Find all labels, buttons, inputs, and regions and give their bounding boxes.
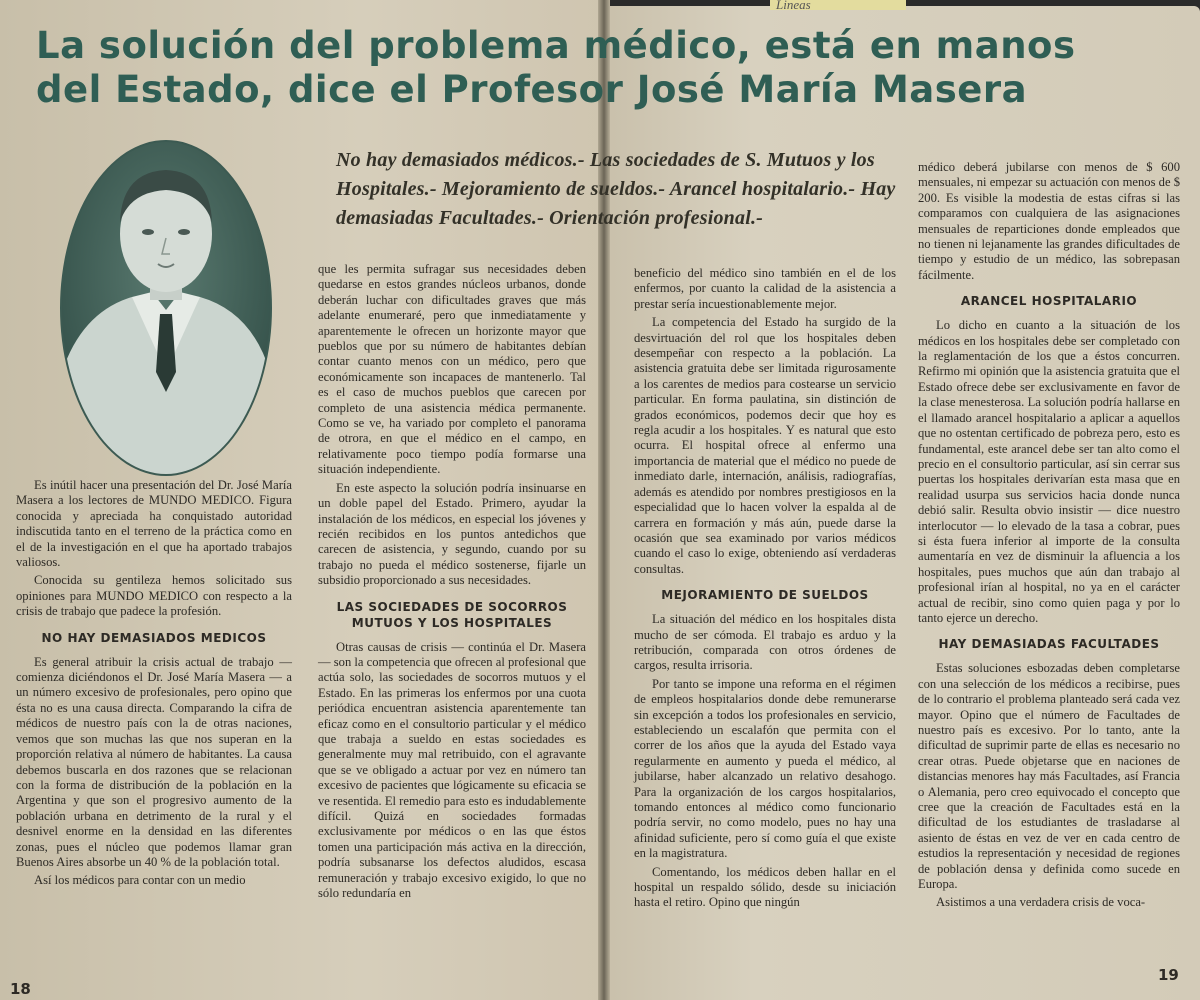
portrait-photo <box>60 140 272 476</box>
headline-line-1: La solución del problema médico, está en manos <box>36 24 1076 67</box>
body-paragraph: Comentando, los médicos deben hallar en el hospital un respaldo sólido, desde su iniciación hasta el retiro. Opino que ningún <box>634 864 896 910</box>
page-number-left: 18 <box>10 980 31 998</box>
intro-paragraph-2: Conocida su gentileza hemos solicitado sus opiniones para MUNDO MEDICO con respecto a la crisis de trabajo que padece la profesión. <box>16 573 292 619</box>
body-paragraph: Es general atribuir la crisis actual de trabajo — comienza diciéndonos el Dr. José María Masera — a un número excesivo de profesionales, pero opino que ésta no es una causa directa. Comparando la cifra de médicos de nuestro país con la de otras naciones, vemos que son muchas las que nos superan en la proporción relativa al número de habitantes. La causa debemos buscarla en dos razones que se relacionan con la forma de distribución de la población en la Argentina y que son el progresivo aumento de la población urbana en detrimento de la rural y el desnivel enorme en la densidad en las diferentes zonas, pues el núcleo que podemos llamar gran Buenos Aires absorbe un 40 % de la población total. <box>16 654 292 869</box>
headline <box>36 24 1186 112</box>
body-paragraph: La situación del médico en los hospitales dista mucho de ser cómoda. El trabajo es arduo y la retribución, comparada con otros órdenes de cargos, resulta irrisoria. <box>634 612 896 673</box>
body-paragraph: médico deberá jubilarse con menos de $ 600 mensuales, ni empezar su actuación con menos de $ 200. Es visible la modestia de estas cifras si las comparamos con cualquiera de las asignaciones mensuales de reparticiones donde empleados que no tienen ni lejanamente las grandes dificultades de tiempo y estudio de un médico, las sobrepasan fácilmente. <box>918 160 1180 282</box>
column-1 <box>16 478 292 889</box>
body-paragraph: Estas soluciones esbozadas deben completarse con una selección de los médicos a recibirse, pues de lo contrario el problema planteado será cada vez mayor. Opino que el número de Facultades de nuestro país es excesivo. Por lo tanto, ante la dificultad de suprimir parte de ellas es necesario no crear otras. Puede objetarse que en naciones de distancias menores hay más Facultades, así Francia o Alemania, pero creo equivocado el concepto que cree que la creación de Facultades está en la dificultad de los estudiantes de trasladarse al asiento de éstas en vez de ver en cada centro de estudios la representación y necesidad de regiones de población densa y definida como sucede en Europa. <box>918 661 1180 892</box>
section-heading: NO HAY DEMASIADOS MEDICOS <box>41 630 267 645</box>
body-paragraph: La competencia del Estado ha surgido de la desvirtuación del rol que los hospitales deben desempeñar con respecto a la población. La asistencia gratuita debe ser limitada rigurosamente a los carentes de medios para costearse un servicio particular. En forma paulatina, sin distinción de grados económicos, podemos decir que hoy es regla acudir a los hospitales. Y es natural que esto ocurra. El hospital ofrece al enfermo una importancia de material que el médico no puede de inmediato darle, internación, análisis, radiografías, además es atendido por nombres prestigiosos en la especialidad que lo hacen volver la espalda al de carrera en formación y más aún, puede darse la ocasión que sea examinado por varios médicos cuando el caso lo exige, obteniendo así verdaderas consultas. <box>634 315 896 576</box>
subheadline: No hay demasiados médicos.- Las sociedades de S. Mutuos y los Hospitales.- Mejoramiento de sueldos.- Arancel hospitalario.- Hay demasiadas Facultades.- Orientación profesional.- <box>336 149 896 229</box>
body-paragraph: En este aspecto la solución podría insinuarse en un doble papel del Estado. Primero, ayudar la instalación de los médicos, en especial los jóvenes y recién recibidos en los puntos antedichos que carecen de asistencia, y segundo, cuando por su trabajo no pueda el médico sostenerse, fijarle un subsidio proporcionado a sus necesidades. <box>318 480 586 588</box>
column-3 <box>634 266 896 911</box>
handwritten-tag: Lineas <box>770 0 906 10</box>
body-paragraph: beneficio del médico sino también en el de los enfermos, por cuanto la calidad de la asistencia a prestar sería incuestionablemente mejor. <box>634 266 896 311</box>
body-paragraph: que les permita sufragar sus necesidades deben quedarse en estos grandes núcleos urbanos, donde deberán luchar con dificultades graves que más adelante enumeraré, pero que inmediatamente y aparentemente le ofrecen un horizonte mayor que pueblos que por su número de habitantes debían contar cuanto menos con un médico, pero que económicamente son incapaces de mantenerlo. Tal es el caso de muchos pueblos que carecen por completo de una asistencia médica permanente. Como se ve, ha variado por completo el panorama de otrora, en que el médico en el campo, en relativamente poco tiempo podía formarse una situación independiente. <box>318 262 586 477</box>
section-heading: MEJORAMIENTO DE SUELDOS <box>661 588 869 603</box>
section-heading: ARANCEL HOSPITALARIO <box>960 294 1138 309</box>
section-heading: LAS SOCIEDADES DE SOCORROS MUTUOS Y LOS HOSPITALES <box>336 599 568 630</box>
body-paragraph: Por tanto se impone una reforma en el régimen de empleos hospitalarios donde debe remunerarse sin excepción a todos los profesionales en servicio, estableciendo un escalafón que permita con el correr de los años que la ayuda del Estado vaya regularmente en aumento y pueda el médico, al jubilarse, haber alcanzado un relativo desahogo. Para la organización de los cargos hospitalarios, tomando entonces al médico como funcionario podría servir, no como modelo, pues no hay una afinidad suficiente, pero sí como guía el que existe en la magistratura. <box>634 676 896 861</box>
body-paragraph: Así los médicos para contar con un medio <box>34 873 246 888</box>
body-paragraph: Asistimos a una verdadera crisis de voca- <box>936 895 1146 910</box>
section-heading: HAY DEMASIADAS FACULTADES <box>938 637 1160 652</box>
body-paragraph: Otras causas de crisis — continúa el Dr. Masera — son la competencia que ofrecen al profesional que actúa solo, las sociedades de socorros mutuos y el Estado. En las primeras los enfermos por una cuota periódica encuentran asistencia aparentemente tan eficaz como en el consultorio particular y el médico que trabaja a sueldo en estas sociedades es generalmente muy mal retribuido, con el agravante que se ve obligado a actuar por vez en número tan excesivo de pacientes que lógicamente su eficacia se ve resentida. El remedio para esto es indudablemente difícil. Quizá en sociedades formadas exclusivamente por médicos o en las que éstos tomen una participación más activa en la dirección, podría subsanarse los defectos aludidos, escasa remuneración y trabajo excesivo exigido, lo que no sólo redundaría en <box>318 639 586 901</box>
column-2 <box>318 262 586 901</box>
column-4 <box>918 160 1180 911</box>
page-number-right: 19 <box>1158 966 1179 984</box>
headline-line-2: del Estado, dice el Profesor José María Masera <box>36 68 1028 111</box>
portrait-illustration <box>62 142 270 474</box>
body-paragraph: Lo dicho en cuanto a la situación de los médicos en los hospitales debe ser completado con la reglamentación de los que a éstos concurren. Refirmo mi opinión que la asistencia gratuita que el Estado ofrece debe ser exclusivamente en favor de la clase menesterosa. La solución podría hallarse en el llamado arancel hospitalario a aplicar a aquellos que no ostentan certificado de pobreza pero, esto es fundamental, este arancel debe ser tan alto como el precio en el consultorio particular, así sin cerrar sus puertas los hospitales derivarían esta masa que en realidad usurpa sus servicios hacia donde nunca debió salir. Resulta obvio insistir — dice nuestro interlocutor — lo elevado de la tasa a cobrar, pues si ésta fuera inferior al importe de la consulta aumentaría en vez de disminuir la afluencia a los hospitales, pues muchos que aún dan trabajo al profesional irían al hospital, no ya en el carácter actual de recibir, sino como quien paga y por lo tanto ejerce un derecho. <box>918 318 1180 625</box>
intro-paragraph: Es inútil hacer una presentación del Dr. José María Masera a los lectores de MUNDO MEDICO. Figura conocida y apreciada ha conquistado autoridad indiscutida tanto en el terreno de la práctica como en el de la investigación en el que ha aportado trabajos valiosos. <box>16 478 292 570</box>
